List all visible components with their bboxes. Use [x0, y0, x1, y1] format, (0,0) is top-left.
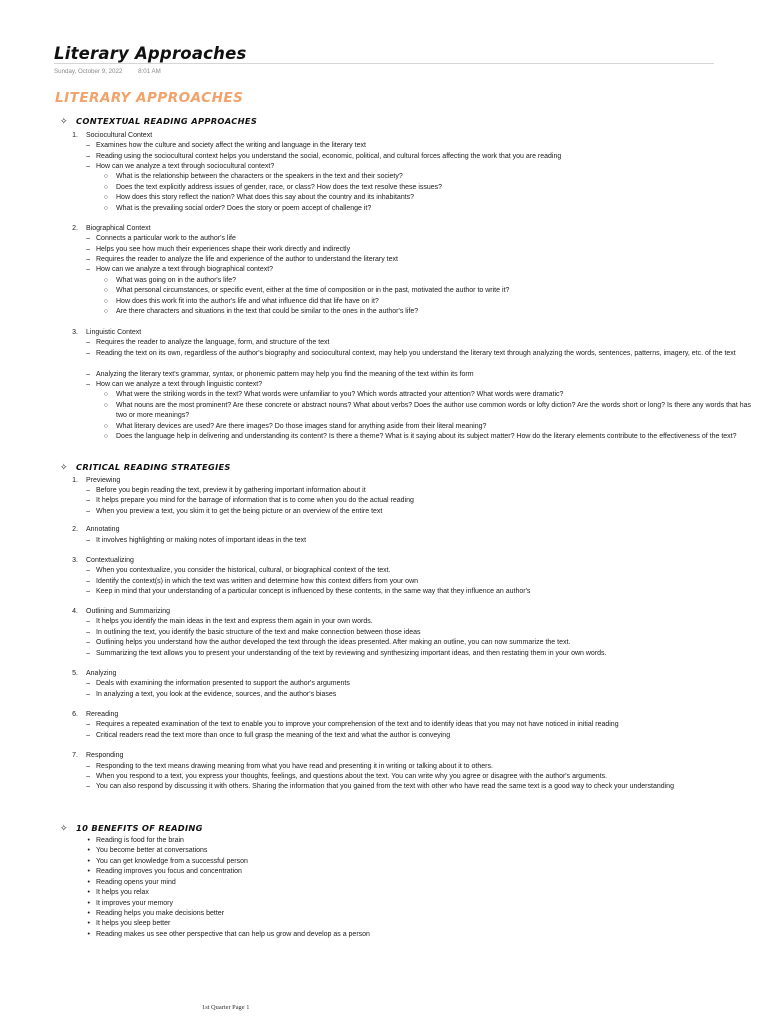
- outline-item-text: Analyzing: [86, 670, 117, 677]
- circle-bullet: ○: [103, 308, 108, 315]
- outline-point: [80, 141, 762, 151]
- outline-point: [80, 690, 762, 700]
- dash-bullet: –: [86, 371, 90, 378]
- outline-point-text: Identify the context(s) in which the text was written and determine how this context differs from your own: [96, 578, 419, 585]
- outline-subpoint-text: What personal circumstances, or specific event, either at the time of composition or in the past, motivated the author to write it?: [116, 287, 510, 294]
- outline-point-text: It involves highlighting or making notes of important ideas in the text: [96, 537, 307, 544]
- outline-point-text: In outlining the text, you identify the basic structure of the text and make connection between those ideas: [96, 629, 421, 636]
- dash-bullet: –: [86, 732, 90, 739]
- dash-bullet: –: [86, 142, 90, 149]
- outline-point: [80, 762, 762, 772]
- outline-subpoint-text: How does this work fit into the author's life and what influence did that life have on it?: [116, 298, 379, 305]
- outline-point: [80, 255, 762, 265]
- item-number: 5.: [72, 670, 78, 677]
- outline-point-text: In analyzing a text, you look at the evidence, sources, and the author's biases: [96, 691, 337, 698]
- outline-point-text: Reading using the sociocultural context helps you understand the social, economic, political, and cultural forces affecting the work that you are reading: [96, 153, 562, 160]
- diamond-bullet-icon: ✧: [60, 463, 68, 473]
- outline-subpoint: [98, 401, 762, 422]
- outline-item: [68, 525, 762, 535]
- outline-item-text: Biographical Context: [86, 225, 151, 232]
- outline-point-text: Analyzing the literary text's grammar, syntax, or phonemic pattern may help you find the meaning of the text within its form: [96, 371, 474, 378]
- benefit-item: [80, 909, 762, 919]
- outline-point-text: You can also respond by discussing it with others. Sharing the information that you gained from the text with other who have read the same text is a good way to check your understanding: [96, 783, 674, 790]
- benefit-item-text: You can get knowledge from a successful person: [96, 858, 248, 865]
- section-heading-text: 10 BENEFITS OF READING: [76, 823, 203, 833]
- benefit-item-text: It helps you relax: [96, 889, 149, 896]
- outline-point: [80, 587, 762, 597]
- dash-bullet: –: [86, 487, 90, 494]
- circle-bullet: ○: [103, 287, 108, 294]
- benefit-item-text: It improves your memory: [96, 900, 174, 907]
- circle-bullet: ○: [103, 277, 108, 284]
- section-heading-text: CONTEXTUAL READING APPROACHES: [76, 116, 258, 126]
- outline-subpoint: [98, 204, 762, 214]
- outline-point: [80, 782, 762, 792]
- benefit-item: [80, 857, 762, 867]
- item-number: 3.: [72, 329, 78, 336]
- benefit-item: [80, 899, 762, 909]
- outline-item: [68, 328, 762, 338]
- outline-subpoint: [98, 422, 762, 432]
- outline-subpoint: [98, 390, 762, 400]
- dash-bullet: –: [86, 497, 90, 504]
- outline-point-text: Responding to the text means drawing meaning from what you have read and presenting it in writing or talking about it to others.: [96, 763, 493, 770]
- outline-point-text: How can we analyze a text through biographical context?: [96, 266, 274, 273]
- dash-bullet: –: [86, 235, 90, 242]
- outline-subpoint-text: What was going on in the author's life?: [116, 277, 237, 284]
- outline-point: [80, 536, 762, 546]
- dot-bullet: •: [87, 910, 90, 917]
- outline-subpoint-text: Does the language help in delivering and understanding its content? Is there a theme? What is it saying about its subject matter? How do the literary elements contribute to the effectiveness of the text?: [116, 433, 737, 440]
- diamond-bullet-icon: ✧: [60, 117, 68, 127]
- outline-subpoint-text: What nouns are the most prominent? Are these concrete or abstract nouns? What about verbs? Does the author use common words or lofty diction? Are the words short or long? Is there any words that has two or more meanings?: [116, 402, 752, 420]
- outline-subpoint: [98, 297, 762, 307]
- outline-point-text: How can we analyze a text through linguistic context?: [96, 381, 263, 388]
- title-divider: [54, 63, 714, 64]
- outline-point: [80, 679, 762, 689]
- outline-point: [80, 617, 762, 627]
- dash-bullet: –: [86, 266, 90, 273]
- dash-bullet: –: [86, 578, 90, 585]
- outline-point: [80, 162, 762, 172]
- benefit-item: [80, 919, 762, 929]
- benefit-item-text: Reading improves you focus and concentration: [96, 868, 242, 875]
- dash-bullet: –: [86, 339, 90, 346]
- outline-subpoint-text: What is the prevailing social order? Does the story or poem accept of challenge it?: [116, 205, 372, 212]
- outline-point: [80, 507, 762, 517]
- circle-bullet: ○: [103, 194, 108, 201]
- outline-point: [80, 720, 762, 730]
- outline-point: [80, 566, 762, 576]
- outline-point-text: Before you begin reading the text, preview it by gathering important information about it: [96, 487, 366, 494]
- benefit-item: [80, 867, 762, 877]
- outline-item: [68, 476, 762, 486]
- outline-point-text: It helps you identify the main ideas in the text and express them again in your own words.: [96, 618, 373, 625]
- circle-bullet: ○: [103, 298, 108, 305]
- outline-subpoint-text: How does this story reflect the nation? What does this say about the country and its inhabitants?: [116, 194, 415, 201]
- outline-point-text: Critical readers read the text more than once to full grasp the meaning of the text and what the author is conveying: [96, 732, 451, 739]
- diamond-bullet-icon: ✧: [60, 824, 68, 834]
- outline-item: [68, 131, 762, 141]
- dash-bullet: –: [86, 588, 90, 595]
- outline-point: [80, 638, 762, 648]
- outline-point: [80, 234, 762, 244]
- time-text: 8:01 AM: [138, 68, 161, 75]
- dash-bullet: –: [86, 256, 90, 263]
- outline-item: [68, 751, 762, 761]
- outline-subpoint-text: What literary devices are used? Are there images? Do those images stand for anything aside from their literal meaning?: [116, 423, 487, 430]
- item-number: 1.: [72, 477, 78, 484]
- dash-bullet: –: [86, 246, 90, 253]
- outline-point-text: Summarizing the text allows you to present your understanding of the text by reviewing and synthesizing important ideas, and then restating them in your own words.: [96, 650, 607, 657]
- dash-bullet: –: [86, 783, 90, 790]
- outline-subpoint: [98, 193, 762, 203]
- dash-bullet: –: [86, 508, 90, 515]
- benefit-item: [80, 878, 762, 888]
- outline-point-text: Reading the text on its own, regardless of the author's biography and sociocultural context, may help you understand the literary text through analyzing the words, sentences, patterns, imagery, etc. of the text: [96, 350, 736, 357]
- benefit-item-text: Reading helps you make decisions better: [96, 910, 225, 917]
- date-text: Sunday, October 9, 2022: [54, 68, 123, 75]
- benefit-item: [80, 930, 762, 940]
- circle-bullet: ○: [103, 402, 108, 409]
- outline-item: [68, 607, 762, 617]
- dash-bullet: –: [86, 680, 90, 687]
- dash-bullet: –: [86, 618, 90, 625]
- dash-bullet: –: [86, 650, 90, 657]
- outline-point-text: When you respond to a text, you express your thoughts, feelings, and questions about the text. You can write why you agree or disagree with the author's arguments.: [96, 773, 608, 780]
- dash-bullet: –: [86, 691, 90, 698]
- benefit-item-text: Reading opens your mind: [96, 879, 176, 886]
- outline-point: [80, 577, 762, 587]
- main-heading: LITERARY APPROACHES: [55, 90, 244, 106]
- dot-bullet: •: [87, 920, 90, 927]
- circle-bullet: ○: [103, 391, 108, 398]
- outline-subpoint: [98, 276, 762, 286]
- benefit-item-text: Reading makes us see other perspective that can help us grow and develop as a person: [96, 931, 370, 938]
- dot-bullet: •: [87, 900, 90, 907]
- dash-bullet: –: [86, 537, 90, 544]
- dash-bullet: –: [86, 381, 90, 388]
- benefit-item-text: Reading is food for the brain: [96, 837, 184, 844]
- dash-bullet: –: [86, 763, 90, 770]
- outline-subpoint: [98, 307, 762, 317]
- outline-point-text: When you contextualize, you consider the historical, cultural, or biographical context of the text.: [96, 567, 391, 574]
- outline-point: [80, 245, 762, 255]
- outline-subpoint-text: Are there characters and situations in the text that could be similar to the ones in the author's life?: [116, 308, 419, 315]
- outline-item-text: Linguistic Context: [86, 329, 142, 336]
- outline-point-text: How can we analyze a text through sociocultural context?: [96, 163, 275, 170]
- dash-bullet: –: [86, 567, 90, 574]
- outline-point: [80, 349, 762, 359]
- dash-bullet: –: [86, 721, 90, 728]
- outline-item-text: Annotating: [86, 526, 120, 533]
- outline-item-text: Rereading: [86, 711, 119, 718]
- outline-item: [68, 224, 762, 234]
- outline-item-text: Previewing: [86, 477, 121, 484]
- dot-bullet: •: [87, 931, 90, 938]
- outline-point: [80, 649, 762, 659]
- dot-bullet: •: [87, 868, 90, 875]
- outline-point-text: It helps prepare you mind for the barrage of information that is to come when you do the actual reading: [96, 497, 414, 504]
- dash-bullet: –: [86, 629, 90, 636]
- outline-point-text: Requires a repeated examination of the text to enable you to improve your comprehension of the text and to identify ideas that you may not have noticed in initial reading: [96, 721, 619, 728]
- outline-subpoint-text: What were the striking words in the text? What words were unfamiliar to you? Which words attracted your attention? What words were dramatic?: [116, 391, 564, 398]
- outline-point-text: When you preview a text, you skim it to get the being picture or an overview of the entire text: [96, 508, 383, 515]
- date-time: [54, 68, 161, 75]
- outline-item: [68, 556, 762, 566]
- benefit-item: [80, 836, 762, 846]
- section-heading-1: [60, 116, 257, 127]
- outline-point: [80, 628, 762, 638]
- item-number: 4.: [72, 608, 78, 615]
- circle-bullet: ○: [103, 184, 108, 191]
- dash-bullet: –: [86, 153, 90, 160]
- benefit-item-text: You become better at conversations: [96, 847, 208, 854]
- outline-item-text: Outlining and Summarizing: [86, 608, 171, 615]
- benefit-item: [80, 888, 762, 898]
- page-title: Literary Approaches: [54, 44, 247, 63]
- dot-bullet: •: [87, 847, 90, 854]
- outline-point-text: Deals with examining the information presented to support the author's arguments: [96, 680, 350, 687]
- circle-bullet: ○: [103, 173, 108, 180]
- outline-point-text: Requires the reader to analyze the life and experience of the author to understand the literary text: [96, 256, 398, 263]
- item-number: 6.: [72, 711, 78, 718]
- dot-bullet: •: [87, 858, 90, 865]
- dot-bullet: •: [87, 837, 90, 844]
- outline-subpoint-text: What is the relationship between the characters or the speakers in the text and their society?: [116, 173, 403, 180]
- outline-point-text: Requires the reader to analyze the language, form, and structure of the text: [96, 339, 330, 346]
- outline-point: [80, 486, 762, 496]
- outline-item: [68, 669, 762, 679]
- dash-bullet: –: [86, 773, 90, 780]
- item-number: 2.: [72, 526, 78, 533]
- outline-point: [80, 772, 762, 782]
- benefit-item: [80, 846, 762, 856]
- item-number: 2.: [72, 225, 78, 232]
- outline-subpoint: [98, 286, 762, 296]
- dash-bullet: –: [86, 639, 90, 646]
- dash-bullet: –: [86, 350, 90, 357]
- dash-bullet: –: [86, 163, 90, 170]
- outline-subpoint: [98, 172, 762, 182]
- outline-subpoint-text: Does the text explicitly address issues of gender, race, or class? How does the text resolve these issues?: [116, 184, 443, 191]
- benefit-item-text: It helps you sleep better: [96, 920, 171, 927]
- item-number: 7.: [72, 752, 78, 759]
- circle-bullet: ○: [103, 205, 108, 212]
- section-heading-3: [60, 823, 203, 834]
- outline-point: [80, 265, 762, 275]
- outline-point-text: Helps you see how much their experiences shape their work directly and indirectly: [96, 246, 351, 253]
- outline-point: [80, 380, 762, 390]
- outline-subpoint: [98, 432, 762, 442]
- outline-point: [80, 338, 762, 348]
- section-heading-text: CRITICAL READING STRATEGIES: [76, 462, 231, 472]
- outline-point-text: Examines how the culture and society affect the writing and language in the literary text: [96, 142, 366, 149]
- section-heading-2: [60, 462, 231, 473]
- outline-point: [80, 370, 762, 380]
- dot-bullet: •: [87, 889, 90, 896]
- outline-point: [80, 731, 762, 741]
- circle-bullet: ○: [103, 423, 108, 430]
- outline-item: [68, 710, 762, 720]
- circle-bullet: ○: [103, 433, 108, 440]
- outline-item-text: Contextualizing: [86, 557, 134, 564]
- outline-item-text: Responding: [86, 752, 124, 759]
- outline-point-text: Keep in mind that your understanding of a particular concept is influenced by these contents, in the same way that they influence an author's: [96, 588, 531, 595]
- item-number: 1.: [72, 132, 78, 139]
- outline-point-text: Outlining helps you understand how the author developed the text through the ideas presented. After making an outline, you can now summarize the text.: [96, 639, 571, 646]
- outline-item-text: Sociocultural Context: [86, 132, 153, 139]
- page-footer: 1st Quarter Page 1: [202, 1004, 250, 1011]
- outline-subpoint: [98, 183, 762, 193]
- dot-bullet: •: [87, 879, 90, 886]
- outline-point: [80, 152, 762, 162]
- outline-point-text: Connects a particular work to the author's life: [96, 235, 236, 242]
- item-number: 3.: [72, 557, 78, 564]
- outline-point: [80, 496, 762, 506]
